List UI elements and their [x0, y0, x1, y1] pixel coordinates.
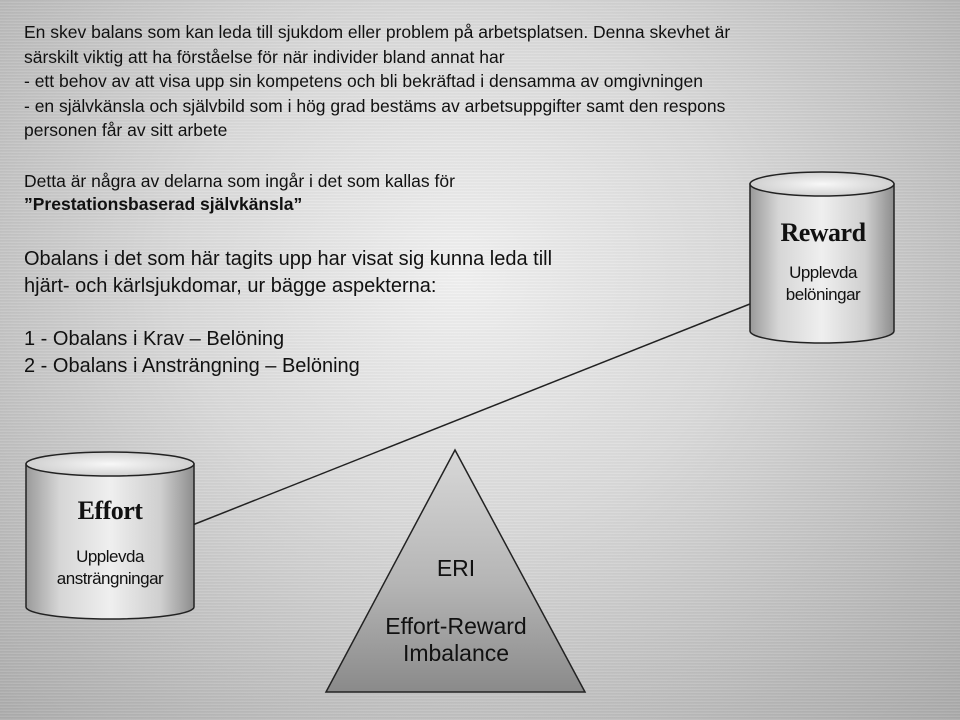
reward-subtitle: belöningar: [785, 285, 861, 304]
intro-line: - en självkänsla och självbild som i hög grad bestäms av arbetsuppgifter samt den respons: [24, 95, 726, 116]
item-prefix: 2 - Obalans i Ansträngning: [24, 355, 260, 377]
effort-subtitle: ansträngningar: [56, 569, 164, 588]
intro-line: - ett behov av att visa upp sin kompetens och bli bekräftad i densamma av omgivningen: [24, 71, 703, 91]
imbalance-line: Obalans i det som här tagits upp har visat sig kunna leda till: [24, 248, 553, 270]
intro-text: [24, 20, 924, 143]
eri-label: [356, 553, 556, 667]
self-esteem-text: [24, 170, 724, 216]
eri-full-line: Effort-Reward: [385, 613, 527, 639]
imbalance-item-2: [24, 353, 524, 380]
intro-line: särskilt viktig att ha förståelse för när individer bland annat har: [24, 46, 505, 67]
imbalance-line: hjärt- och kärlsjukdomar, ur bägge aspekterna:: [24, 275, 437, 297]
self-esteem-line: Detta är några av delarna som ingår i det som kallas för: [24, 171, 455, 191]
eri-full-name: [356, 613, 556, 667]
effort-subtitle: Upplevda: [76, 547, 144, 566]
eri-full-line: Imbalance: [402, 640, 510, 666]
item-suffix: Belöning: [281, 355, 360, 377]
effort-label: [26, 496, 194, 590]
imbalance-list: [24, 326, 524, 380]
self-esteem-term: ”Prestationsbaserad självkänsla”: [24, 194, 303, 214]
effort-title: Effort: [77, 496, 143, 525]
imbalance-text: [24, 246, 724, 300]
intro-line: En skev balans som kan leda till sjukdom eller problem på arbetsplatsen. Denna skevhet är: [24, 22, 731, 42]
item-separator: –: [265, 355, 277, 377]
item-separator: –: [189, 328, 201, 350]
reward-label: [752, 218, 894, 306]
eri-title: ERI: [436, 555, 476, 581]
imbalance-item-1: [24, 326, 524, 353]
reward-subtitle: Upplevda: [789, 263, 857, 282]
item-prefix: 1 - Obalans i Krav: [24, 328, 185, 350]
intro-line: personen får av sitt arbete: [24, 120, 228, 140]
item-suffix: Belöning: [206, 328, 285, 350]
reward-title: Reward: [780, 218, 866, 247]
